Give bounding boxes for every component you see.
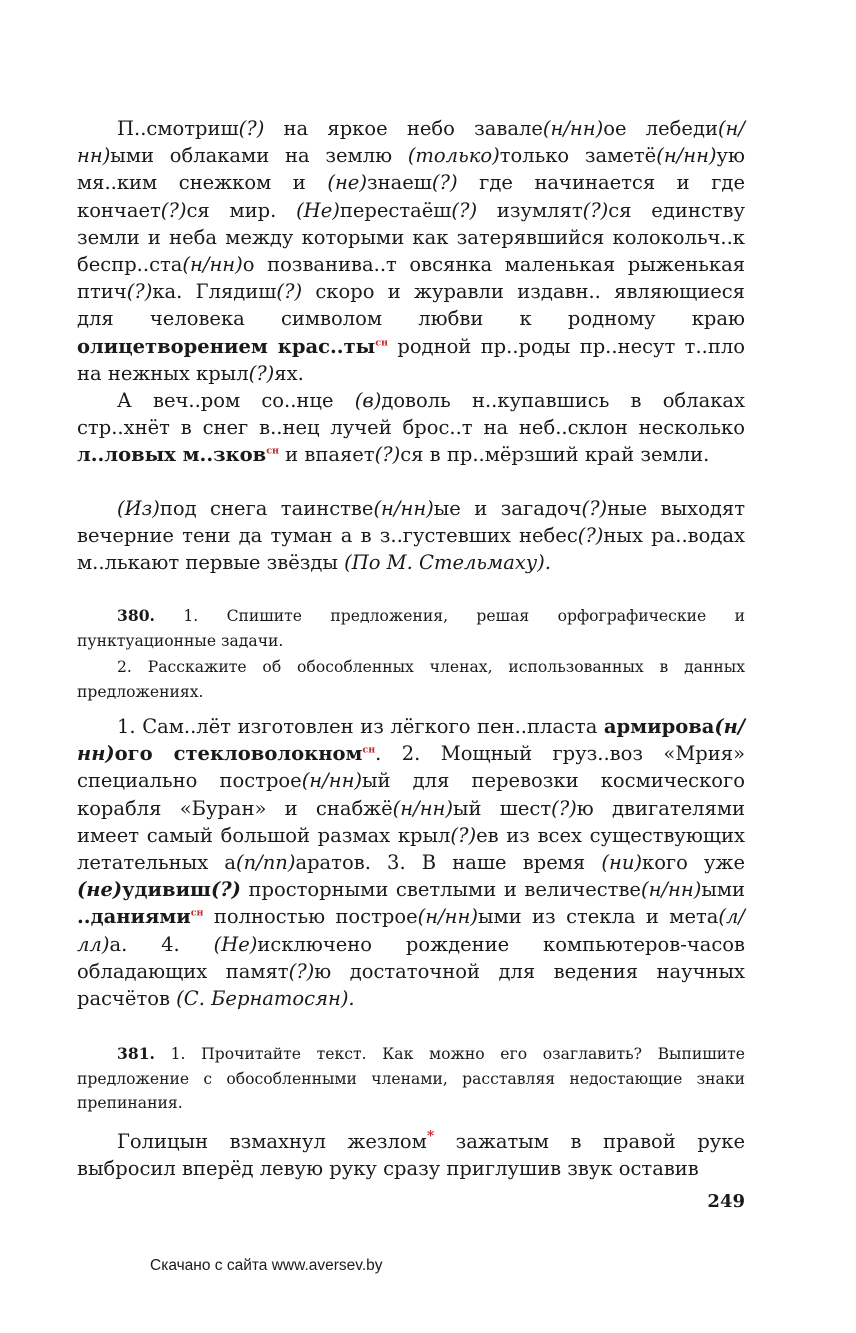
text-run: (?) bbox=[126, 280, 153, 304]
text-run: (н/нн) bbox=[301, 769, 363, 793]
text-run: (п/пп) bbox=[235, 851, 296, 875]
text-run: и впаяет bbox=[278, 443, 375, 467]
text-run: (?) bbox=[431, 171, 458, 195]
text-run: аратов. 3. В наше время bbox=[295, 851, 602, 875]
text-run: * bbox=[426, 1128, 435, 1145]
text-run: (н/нн) bbox=[182, 253, 243, 277]
text-run: (?) bbox=[276, 280, 303, 304]
exercise-380-sentences bbox=[77, 713, 752, 1012]
text-run: 380. bbox=[117, 606, 155, 625]
text-run: л..ловых м..зков bbox=[77, 443, 267, 467]
text-run: (н/нн) bbox=[542, 117, 604, 140]
text-run: ю двигателями имеет самый большой размах крыл bbox=[77, 796, 752, 847]
text-run: сн bbox=[190, 907, 204, 919]
text-run: ..даниями bbox=[77, 905, 191, 929]
text-run: А веч..ром со..нце bbox=[117, 389, 355, 412]
text-run: ую мя..ким снежком и bbox=[77, 144, 752, 195]
text-run: (?) bbox=[160, 198, 187, 222]
text-run: (По М. Стельмаху). bbox=[344, 551, 551, 575]
text-run: изумлят bbox=[477, 198, 583, 222]
text-run: . 2. Мощный груз..воз «Мрия» специально построе bbox=[77, 742, 752, 793]
text-run: (Не) bbox=[296, 198, 340, 222]
text-run: ю достаточной для ведения научных расчётов bbox=[77, 959, 752, 1011]
exercise-381-task bbox=[77, 1042, 745, 1116]
text-run: 381. bbox=[117, 1044, 155, 1063]
text-run: на яркое небо завале bbox=[264, 117, 543, 140]
text-run: просторными светлыми и величестве bbox=[240, 878, 641, 902]
text-run: о позванива..т овсянка маленькая рыженькая птич bbox=[77, 253, 752, 304]
text-run: где начинается и где кончает bbox=[77, 171, 752, 222]
text-run: ные выходят вечерние тени да туман а в з..густевших небес bbox=[77, 497, 752, 548]
text-run: (?) bbox=[577, 524, 604, 548]
text-run: перестаёш bbox=[339, 198, 452, 222]
text-run: ого стекловолокном bbox=[114, 742, 363, 766]
text-run: ый для перевозки космического корабля «Буран» и снабжё bbox=[77, 769, 752, 820]
text-run: полностью построе bbox=[203, 905, 418, 929]
text-run: (?) bbox=[288, 959, 315, 983]
text-run: (С. Бернатосян). bbox=[176, 987, 355, 1011]
text-run: знаеш bbox=[366, 171, 432, 195]
text-run: ыми облаками на землю bbox=[110, 144, 408, 168]
text-run: (ни) bbox=[601, 851, 642, 875]
text-run: доволь н..купавшись в облаках стр..хнёт в снег в..нец лучей брос..т на неб..склон несколько bbox=[77, 389, 752, 440]
text-run: (не) bbox=[77, 878, 123, 902]
text-run: ся единству земли и неба между которыми как затерявшийся колокольч..к беспр..ста bbox=[77, 198, 752, 277]
text-run: 1. Прочитайте текст. Как можно его озаглавить? Выпишите предложение с обособленными членами, расставляя недостающие знаки препинания. bbox=[77, 1045, 745, 1112]
text-run: 1. Спишите предложения, решая орфографические и пунктуационные задачи. bbox=[77, 607, 745, 650]
text-run: (н/нн) bbox=[373, 497, 434, 520]
text-run: (Не) bbox=[213, 932, 258, 956]
download-source-footer: Скачано с сайта www.aversev.by bbox=[150, 1257, 383, 1274]
text-run: 2. Расскажите об обособленных членах, использованных в данных предложениях. bbox=[77, 658, 745, 701]
exercise-380-task-2 bbox=[77, 655, 745, 704]
text-run: скоро и журавли издавн.. являющиеся для человека символом любви к родному краю bbox=[77, 280, 752, 331]
text-run: (н/нн) bbox=[77, 117, 745, 168]
text-run: (?) bbox=[374, 443, 401, 467]
text-run: (?) bbox=[581, 497, 608, 520]
text-run: ся в пр..мёрзший край земли. bbox=[400, 443, 710, 467]
text-run: ных ра..водах м..лькают первые звёзды bbox=[77, 524, 752, 575]
text-run: (н/нн) bbox=[77, 715, 745, 766]
page-number: 249 bbox=[707, 1191, 745, 1212]
text-run: (н/нн) bbox=[417, 905, 478, 929]
text-run: под снега таинстве bbox=[159, 497, 374, 520]
text-run: (?) bbox=[450, 823, 477, 847]
text-run: П..смотриш bbox=[117, 117, 239, 140]
paragraph-text-1 bbox=[77, 115, 752, 387]
text-run: (?) bbox=[238, 117, 265, 140]
text-run: ка. Глядиш bbox=[152, 280, 277, 304]
text-run: (только) bbox=[407, 144, 500, 168]
text-run: армирова bbox=[603, 715, 715, 738]
text-run: (н/нн) bbox=[392, 796, 453, 820]
text-run: (н/нн) bbox=[656, 144, 717, 168]
text-run: (в) bbox=[354, 389, 382, 412]
text-run: (?) bbox=[551, 796, 577, 820]
text-run: удивиш bbox=[122, 878, 211, 902]
text-run: ые и загадоч bbox=[433, 497, 582, 520]
text-run: (Из) bbox=[117, 497, 160, 520]
text-run: Голицын взмахнул жезлом bbox=[117, 1130, 427, 1153]
text-run: ях. bbox=[274, 361, 304, 385]
text-run: олицетворением крас..ты bbox=[77, 334, 376, 358]
text-run: (?) bbox=[248, 361, 275, 385]
text-run: сн bbox=[266, 445, 279, 457]
text-run: ое лебеди bbox=[603, 117, 718, 140]
text-run: исключено рождение компьютеров-часов обладающих памят bbox=[77, 932, 752, 983]
text-run: ый шест bbox=[453, 796, 552, 820]
text-run: (?) bbox=[582, 198, 609, 222]
text-run: сн bbox=[375, 337, 388, 349]
paragraph-text-3 bbox=[77, 495, 752, 577]
text-run: а. 4. bbox=[109, 932, 214, 956]
text-run: кого уже bbox=[642, 851, 752, 875]
text-run: (?) bbox=[211, 878, 241, 902]
text-run: (л/лл) bbox=[77, 905, 745, 956]
text-run: зажатым в правой руке выбросил вперёд левую руку сразу приглушив звук оставив bbox=[77, 1130, 752, 1181]
text-run: 1. Сам..лёт изготовлен из лёгкого пен..пласта bbox=[117, 715, 604, 738]
text-run: ыми bbox=[701, 878, 752, 902]
text-run: ся мир. bbox=[186, 198, 297, 222]
paragraph-text-2 bbox=[77, 387, 752, 469]
text-run: сн bbox=[362, 744, 376, 756]
text-run: (н/нн) bbox=[640, 878, 702, 902]
exercise-381-text bbox=[77, 1128, 752, 1182]
text-run: (не) bbox=[327, 171, 367, 195]
exercise-380-task-1 bbox=[77, 604, 745, 653]
text-run: (?) bbox=[451, 198, 478, 222]
text-run: ев из всех существующих летательных а bbox=[77, 823, 752, 875]
text-run: родной пр..роды пр..несут т..пло на нежных крыл bbox=[77, 334, 752, 385]
text-run: ыми из стекла и мета bbox=[477, 905, 719, 929]
text-run: только заметё bbox=[499, 144, 657, 168]
